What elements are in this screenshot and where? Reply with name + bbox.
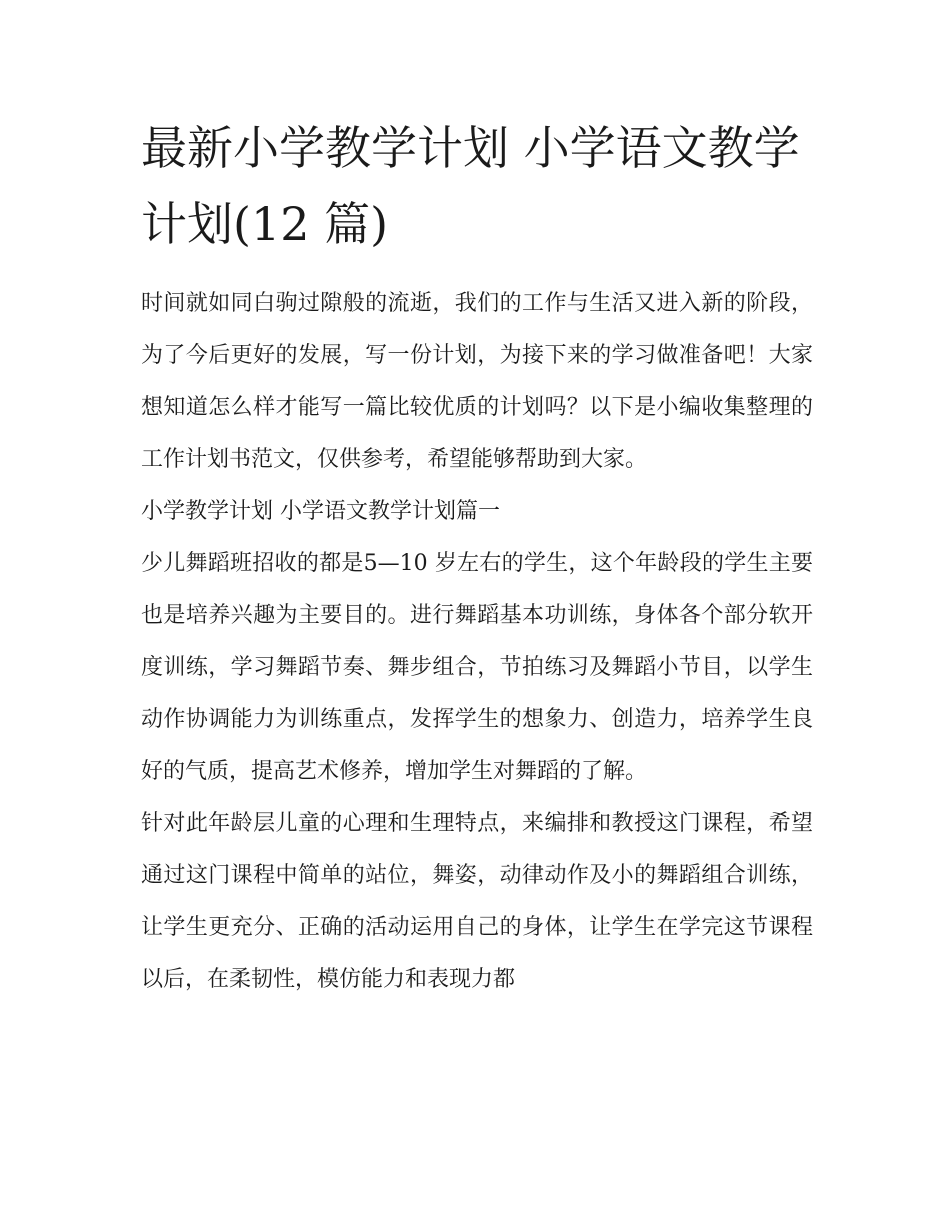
intro-paragraph: 时间就如同白驹过隙般的流逝，我们的工作与生活又进入新的阶段，为了今后更好的发展，写一份计划，为接下来的学习做准备吧！大家想知道怎么样才能写一篇比较优质的计划吗？以下是小编收集整理的工作计划书范文，仅供参考，希望能够帮助到大家。 [141,291,813,472]
body-paragraph: 针对此年龄层儿童的心理和生理特点，来编排和教授这门课程，希望通过这门课程中简单的站位，舞姿，动律动作及小的舞蹈组合训练，让学生更充分、正确的活动运用自己的身体，让学生在学完这节课程以后，在柔韧性，模仿能力和表现力都 [141,811,813,992]
document-body [141,110,813,1006]
section-heading: 小学教学计划 小学语文教学计划篇一 [141,499,500,524]
body-paragraph: 少儿舞蹈班招收的都是5—10 岁左右的学生，这个年龄段的学生主要也是培养兴趣为主要目的。进行舞蹈基本功训练，身体各个部分软开度训练，学习舞蹈节奏、舞步组合，节拍练习及舞蹈小节目，以学生动作协调能力为训练重点，发挥学生的想象力、创造力，培养学生良好的气质，提高艺术修养，增加学生对舞蹈的了解。 [141,551,813,784]
document-title: 最新小学教学计划 小学语文教学计划(12 篇) [141,121,800,251]
